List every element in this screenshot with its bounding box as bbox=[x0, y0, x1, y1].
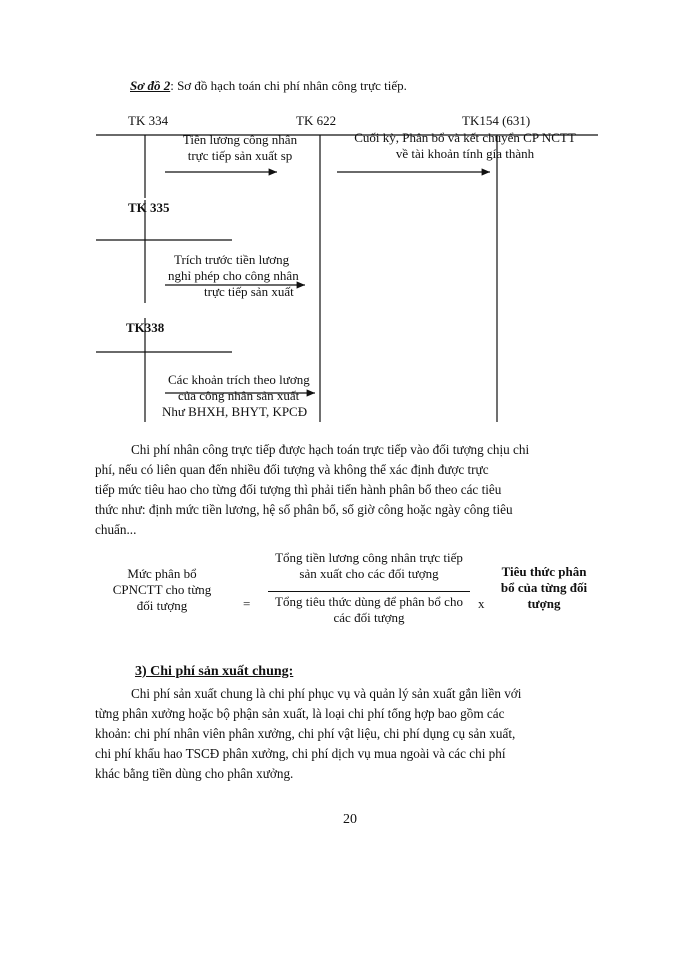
formula-numerator: Tổng tiền lương công nhân trực tiếp sản xuất cho các đối tượng bbox=[275, 550, 463, 581]
diagram-heading-text: : Sơ đồ hạch toán chi phí nhân công trực tiếp. bbox=[170, 78, 407, 93]
page-number: 20 bbox=[343, 812, 357, 827]
wage-label: Tiền lương công nhân trực tiếp sản xuất sp bbox=[182, 132, 298, 163]
account-tk334: TK 334 bbox=[128, 113, 169, 128]
formula-fraction-bar bbox=[268, 591, 470, 592]
formula-left-term: Mức phân bổ CPNCTT cho từng đối tượng bbox=[112, 566, 212, 613]
paragraph-overhead: Chi phí sản xuất chung là chi phí phục vụ và quản lý sản xuất gắn liền với từng phân xưởng hoặc bộ phận sản xuất, là loại chi phí tổng hợp bao gồm các khoản: chi phí nhân viên phân xưởng, chi phí vật liệu, chi phí dụng cụ sản xuất, chi phí khấu hao TSCĐ phân xưởng, chi phí dịch vụ mua ngoài và các chi phí khác bằng tiền dùng cho phân xưởng. bbox=[95, 686, 522, 781]
account-tk622: TK 622 bbox=[296, 113, 337, 128]
paragraph-direct-labor: Chi phí nhân công trực tiếp được hạch toán trực tiếp vào đối tượng chịu chi phí, nếu có liên quan đến nhiều đối tượng và không thể xác định được trực tiếp mức tiêu hao cho từng đối tượng thì phải tiến hành phân bổ theo các tiêu thức như: định mức tiền lương, hệ số phân bổ, số giờ công hoặc ngày công tiêu chuẩn... bbox=[95, 442, 530, 537]
closing-label: Cuối kỳ, Phân bổ và kết chuyển CP NCTT về tài khoản tính gía thành bbox=[354, 130, 576, 161]
account-tk154: TK154 (631) bbox=[462, 113, 531, 128]
formula-times: x bbox=[478, 596, 485, 611]
formula-denominator: Tổng tiêu thức dùng để phân bổ cho các đối tượng bbox=[275, 594, 463, 625]
account-tk338: TK338 bbox=[126, 320, 165, 335]
accrual-label: Trích trước tiền lương nghỉ phép cho công nhân trực tiếp sản xuất bbox=[168, 252, 299, 299]
deduct-label: Các khoản trích theo lương của công nhân sản xuất Như BHXH, BHYT, KPCĐ bbox=[162, 372, 310, 419]
diagram-heading-label: Sơ đồ 2 bbox=[130, 78, 171, 93]
formula-equals: = bbox=[243, 596, 251, 611]
account-tk335: TK 335 bbox=[128, 200, 170, 215]
formula-right-term: Tiêu thức phân bổ của từng đối tượng bbox=[500, 564, 588, 611]
accounting-diagram bbox=[0, 0, 700, 430]
section-title-overhead: 3) Chi phí sản xuất chung: bbox=[135, 664, 294, 679]
